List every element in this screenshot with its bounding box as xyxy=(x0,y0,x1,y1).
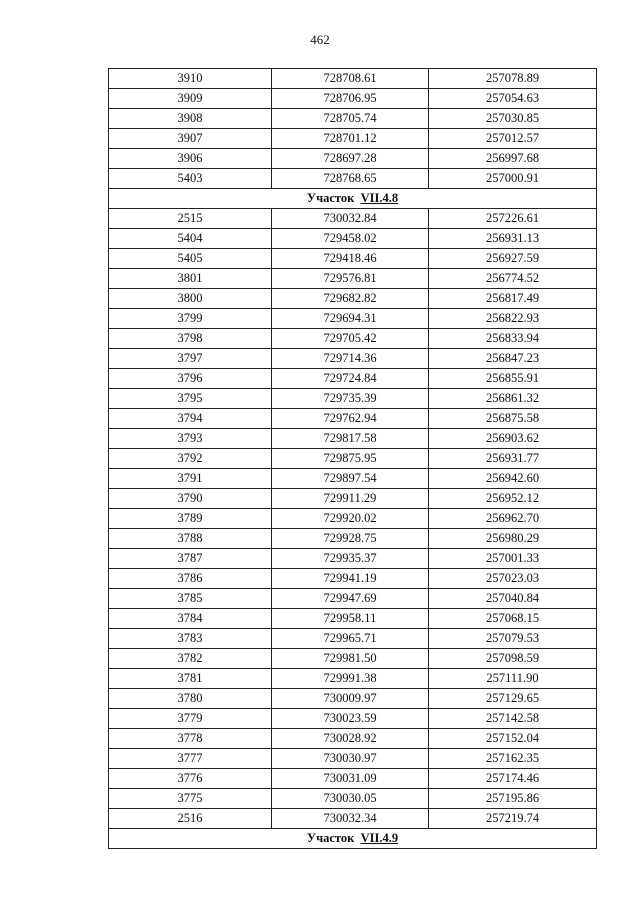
x-coordinate-cell: 730030.97 xyxy=(272,749,429,769)
y-coordinate-cell: 257129.65 xyxy=(429,689,597,709)
point-number-cell: 2515 xyxy=(109,209,272,229)
table-row xyxy=(109,369,597,389)
y-coordinate-cell: 256952.12 xyxy=(429,489,597,509)
x-coordinate-cell: 729576.81 xyxy=(272,269,429,289)
x-coordinate-cell: 729941.19 xyxy=(272,569,429,589)
table-row xyxy=(109,609,597,629)
table-row xyxy=(109,289,597,309)
point-number-cell: 3781 xyxy=(109,669,272,689)
table-row xyxy=(109,129,597,149)
table-row xyxy=(109,529,597,549)
x-coordinate-cell: 729897.54 xyxy=(272,469,429,489)
point-number-cell: 5405 xyxy=(109,249,272,269)
y-coordinate-cell: 256875.58 xyxy=(429,409,597,429)
point-number-cell: 3790 xyxy=(109,489,272,509)
y-coordinate-cell: 257152.04 xyxy=(429,729,597,749)
table-row xyxy=(109,329,597,349)
y-coordinate-cell: 257001.33 xyxy=(429,549,597,569)
y-coordinate-cell: 256931.13 xyxy=(429,229,597,249)
y-coordinate-cell: 256931.77 xyxy=(429,449,597,469)
table-row xyxy=(109,449,597,469)
y-coordinate-cell: 257226.61 xyxy=(429,209,597,229)
y-coordinate-cell: 256927.59 xyxy=(429,249,597,269)
table-row xyxy=(109,469,597,489)
y-coordinate-cell: 256861.32 xyxy=(429,389,597,409)
y-coordinate-cell: 257012.57 xyxy=(429,129,597,149)
section-title-prefix: Участок xyxy=(306,831,355,845)
table-row xyxy=(109,249,597,269)
point-number-cell: 3782 xyxy=(109,649,272,669)
point-number-cell: 3784 xyxy=(109,609,272,629)
section-header-row xyxy=(109,189,597,209)
table-row xyxy=(109,729,597,749)
x-coordinate-cell: 730009.97 xyxy=(272,689,429,709)
x-coordinate-cell: 730030.05 xyxy=(272,789,429,809)
y-coordinate-cell: 256997.68 xyxy=(429,149,597,169)
section-title xyxy=(109,189,597,209)
table-row xyxy=(109,749,597,769)
y-coordinate-cell: 256962.70 xyxy=(429,509,597,529)
point-number-cell: 2516 xyxy=(109,809,272,829)
table-row xyxy=(109,209,597,229)
y-coordinate-cell: 257195.86 xyxy=(429,789,597,809)
point-number-cell: 3798 xyxy=(109,329,272,349)
x-coordinate-cell: 729458.02 xyxy=(272,229,429,249)
point-number-cell: 5404 xyxy=(109,229,272,249)
point-number-cell: 3907 xyxy=(109,129,272,149)
table-body xyxy=(109,69,597,849)
point-number-cell: 3779 xyxy=(109,709,272,729)
point-number-cell: 5403 xyxy=(109,169,272,189)
y-coordinate-cell: 257079.53 xyxy=(429,629,597,649)
point-number-cell: 3789 xyxy=(109,509,272,529)
table-row xyxy=(109,789,597,809)
section-title-code: VII.4.8 xyxy=(360,191,399,205)
point-number-cell: 3787 xyxy=(109,549,272,569)
table-row xyxy=(109,149,597,169)
x-coordinate-cell: 729724.84 xyxy=(272,369,429,389)
x-coordinate-cell: 728708.61 xyxy=(272,69,429,89)
y-coordinate-cell: 256942.60 xyxy=(429,469,597,489)
x-coordinate-cell: 729935.37 xyxy=(272,549,429,569)
section-title-code: VII.4.9 xyxy=(360,831,399,845)
y-coordinate-cell: 257068.15 xyxy=(429,609,597,629)
point-number-cell: 3786 xyxy=(109,569,272,589)
table-row xyxy=(109,649,597,669)
point-number-cell: 3795 xyxy=(109,389,272,409)
y-coordinate-cell: 257030.85 xyxy=(429,109,597,129)
point-number-cell: 3801 xyxy=(109,269,272,289)
point-number-cell: 3783 xyxy=(109,629,272,649)
x-coordinate-cell: 729928.75 xyxy=(272,529,429,549)
table-row xyxy=(109,69,597,89)
x-coordinate-cell: 730032.34 xyxy=(272,809,429,829)
table-row xyxy=(109,89,597,109)
point-number-cell: 3906 xyxy=(109,149,272,169)
point-number-cell: 3909 xyxy=(109,89,272,109)
y-coordinate-cell: 257162.35 xyxy=(429,749,597,769)
point-number-cell: 3777 xyxy=(109,749,272,769)
table-row xyxy=(109,389,597,409)
table-row xyxy=(109,309,597,329)
coordinates-table xyxy=(108,68,597,849)
x-coordinate-cell: 730032.84 xyxy=(272,209,429,229)
y-coordinate-cell: 257023.03 xyxy=(429,569,597,589)
y-coordinate-cell: 257219.74 xyxy=(429,809,597,829)
table-row xyxy=(109,809,597,829)
point-number-cell: 3792 xyxy=(109,449,272,469)
y-coordinate-cell: 256833.94 xyxy=(429,329,597,349)
point-number-cell: 3796 xyxy=(109,369,272,389)
x-coordinate-cell: 728701.12 xyxy=(272,129,429,149)
y-coordinate-cell: 256855.91 xyxy=(429,369,597,389)
section-title-prefix: Участок xyxy=(306,191,355,205)
y-coordinate-cell: 256980.29 xyxy=(429,529,597,549)
x-coordinate-cell: 729947.69 xyxy=(272,589,429,609)
point-number-cell: 3780 xyxy=(109,689,272,709)
point-number-cell: 3775 xyxy=(109,789,272,809)
point-number-cell: 3791 xyxy=(109,469,272,489)
x-coordinate-cell: 730023.59 xyxy=(272,709,429,729)
table-row xyxy=(109,109,597,129)
x-coordinate-cell: 729911.29 xyxy=(272,489,429,509)
y-coordinate-cell: 256774.52 xyxy=(429,269,597,289)
point-number-cell: 3793 xyxy=(109,429,272,449)
x-coordinate-cell: 728697.28 xyxy=(272,149,429,169)
y-coordinate-cell: 256817.49 xyxy=(429,289,597,309)
table-row xyxy=(109,589,597,609)
y-coordinate-cell: 257111.90 xyxy=(429,669,597,689)
x-coordinate-cell: 729965.71 xyxy=(272,629,429,649)
section-title xyxy=(109,829,597,849)
table-row xyxy=(109,549,597,569)
x-coordinate-cell: 729991.38 xyxy=(272,669,429,689)
x-coordinate-cell: 729958.11 xyxy=(272,609,429,629)
table-row xyxy=(109,489,597,509)
x-coordinate-cell: 729418.46 xyxy=(272,249,429,269)
x-coordinate-cell: 728768.65 xyxy=(272,169,429,189)
y-coordinate-cell: 257142.58 xyxy=(429,709,597,729)
point-number-cell: 3788 xyxy=(109,529,272,549)
y-coordinate-cell: 257078.89 xyxy=(429,69,597,89)
y-coordinate-cell: 256822.93 xyxy=(429,309,597,329)
point-number-cell: 3794 xyxy=(109,409,272,429)
point-number-cell: 3800 xyxy=(109,289,272,309)
table-row xyxy=(109,569,597,589)
x-coordinate-cell: 729714.36 xyxy=(272,349,429,369)
point-number-cell: 3776 xyxy=(109,769,272,789)
table-row xyxy=(109,349,597,369)
page-number: 462 xyxy=(310,32,330,47)
x-coordinate-cell: 729735.39 xyxy=(272,389,429,409)
y-coordinate-cell: 257040.84 xyxy=(429,589,597,609)
y-coordinate-cell: 256847.23 xyxy=(429,349,597,369)
x-coordinate-cell: 729682.82 xyxy=(272,289,429,309)
x-coordinate-cell: 729705.42 xyxy=(272,329,429,349)
x-coordinate-cell: 729762.94 xyxy=(272,409,429,429)
y-coordinate-cell: 257054.63 xyxy=(429,89,597,109)
x-coordinate-cell: 729981.50 xyxy=(272,649,429,669)
table-row xyxy=(109,769,597,789)
table-row xyxy=(109,269,597,289)
y-coordinate-cell: 257000.91 xyxy=(429,169,597,189)
y-coordinate-cell: 257174.46 xyxy=(429,769,597,789)
section-header-row xyxy=(109,829,597,849)
x-coordinate-cell: 729694.31 xyxy=(272,309,429,329)
x-coordinate-cell: 730031.09 xyxy=(272,769,429,789)
point-number-cell: 3797 xyxy=(109,349,272,369)
point-number-cell: 3908 xyxy=(109,109,272,129)
table-row xyxy=(109,689,597,709)
table-row xyxy=(109,169,597,189)
table-row xyxy=(109,429,597,449)
y-coordinate-cell: 256903.62 xyxy=(429,429,597,449)
point-number-cell: 3910 xyxy=(109,69,272,89)
x-coordinate-cell: 729875.95 xyxy=(272,449,429,469)
x-coordinate-cell: 729920.02 xyxy=(272,509,429,529)
table-row xyxy=(109,629,597,649)
point-number-cell: 3799 xyxy=(109,309,272,329)
x-coordinate-cell: 728706.95 xyxy=(272,89,429,109)
y-coordinate-cell: 257098.59 xyxy=(429,649,597,669)
table-row xyxy=(109,709,597,729)
table-row xyxy=(109,509,597,529)
table-row xyxy=(109,409,597,429)
x-coordinate-cell: 729817.58 xyxy=(272,429,429,449)
x-coordinate-cell: 728705.74 xyxy=(272,109,429,129)
x-coordinate-cell: 730028.92 xyxy=(272,729,429,749)
point-number-cell: 3778 xyxy=(109,729,272,749)
table-row xyxy=(109,229,597,249)
table-row xyxy=(109,669,597,689)
point-number-cell: 3785 xyxy=(109,589,272,609)
